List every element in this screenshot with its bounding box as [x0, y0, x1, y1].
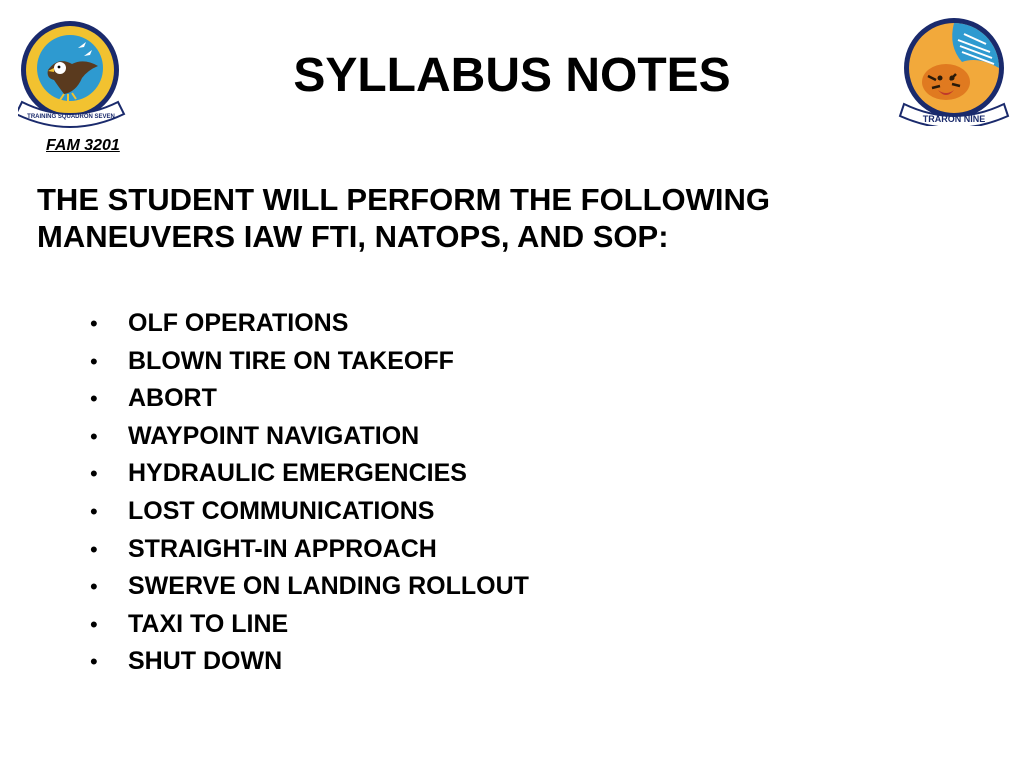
list-item [90, 643, 529, 681]
intro-statement: THE STUDENT WILL PERFORM THE FOLLOWING MANEUVERS IAW FTI, NATOPS, AND SOP: [37, 182, 771, 254]
list-item [90, 418, 529, 456]
tiger-patch-banner-text: TRARON NINE [922, 114, 986, 124]
bullet-icon: • [90, 611, 98, 637]
list-item [90, 380, 529, 418]
bullet-icon: • [90, 311, 98, 336]
list-item [90, 455, 529, 493]
bullet-icon: • [90, 649, 98, 675]
bullet-icon: • [90, 348, 98, 374]
bullet-icon: • [90, 423, 98, 449]
bullet-icon: • [90, 461, 98, 487]
maneuver-label: TAXI TO LINE [128, 609, 289, 638]
maneuver-list [90, 305, 529, 681]
eagle-patch-banner-text: TRAINING SQUADRON SEVEN [27, 114, 115, 120]
bullet-icon: • [90, 574, 98, 600]
maneuver-label: SHUT DOWN [128, 647, 283, 676]
list-item [90, 305, 529, 343]
maneuver-label: SWERVE ON LANDING ROLLOUT [128, 572, 529, 601]
maneuver-label: WAYPOINT NAVIGATION [128, 421, 420, 450]
course-code-tag: FAM 3201 [46, 137, 120, 154]
list-item [90, 606, 529, 644]
maneuver-label: ABORT [128, 384, 217, 413]
list-item [90, 531, 529, 569]
bullet-icon: • [90, 536, 98, 562]
bullet-icon: • [90, 498, 98, 524]
maneuver-label: HYDRAULIC EMERGENCIES [128, 459, 467, 488]
bullet-icon: • [90, 386, 98, 412]
slide-title: SYLLABUS NOTES [293, 49, 731, 102]
maneuver-label: STRAIGHT-IN APPROACH [128, 534, 437, 563]
list-item [90, 343, 529, 381]
list-item [90, 568, 529, 606]
maneuver-label: LOST COMMUNICATIONS [128, 496, 435, 525]
maneuver-label: BLOWN TIRE ON TAKEOFF [128, 346, 454, 375]
list-item [90, 493, 529, 531]
maneuver-label: OLF OPERATIONS [128, 309, 349, 337]
